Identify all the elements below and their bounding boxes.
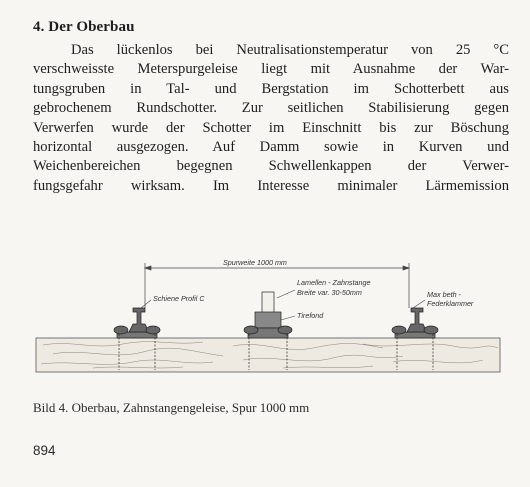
paragraph-line: fungsgefahr wirksam. Im Interesse minimaler Lärmemission	[33, 177, 509, 194]
paragraph-line: gebrochenem Rundschotter. Zur seitlichen Stabilisierung gegen	[33, 100, 509, 117]
track-cross-section-drawing	[33, 250, 503, 390]
spurweite-label: Spurweite 1000 mm	[223, 258, 287, 267]
paragraph-line: Verwerfen wurde der Schotter im Einschnitt bis zur Böschung	[33, 119, 509, 136]
page-number: 894	[33, 443, 56, 458]
paragraph-line: horizontal ausgezogen. Auf Damm sowie in Kurven und	[33, 139, 509, 156]
tirefond-label: Tirefond	[297, 311, 324, 320]
sleeper	[36, 338, 500, 372]
figure-caption: Bild 4. Oberbau, Zahnstangengeleise, Spur 1000 mm	[33, 400, 310, 415]
lamellen-label-line1: Lamellen - Zahnstange	[297, 278, 371, 287]
paragraph-line: verschweisste Meterspurgeleise liegt mit Ausnahme der War-	[33, 61, 509, 78]
section-heading: 4. Der Oberbau	[33, 19, 135, 35]
schiene-label: Schiene Profil C	[153, 294, 205, 303]
paragraph-line: Weichenbereichen begegnen Schwellenkappen der Verwer-	[33, 158, 509, 175]
maxbeth-label-line1: Max beth -	[427, 290, 461, 299]
paragraph-line: tungsgruben in Tal- und Bergstation im Schotterbett aus	[33, 80, 509, 97]
lamellen-label-line2: Breite var. 30-50mm	[297, 288, 362, 297]
body-paragraph	[33, 41, 509, 196]
maxbeth-label-line2: Federklammer	[427, 299, 474, 308]
paragraph-line: Das lückenlos bei Neutralisationstemperatur von 25 °C	[71, 42, 509, 58]
